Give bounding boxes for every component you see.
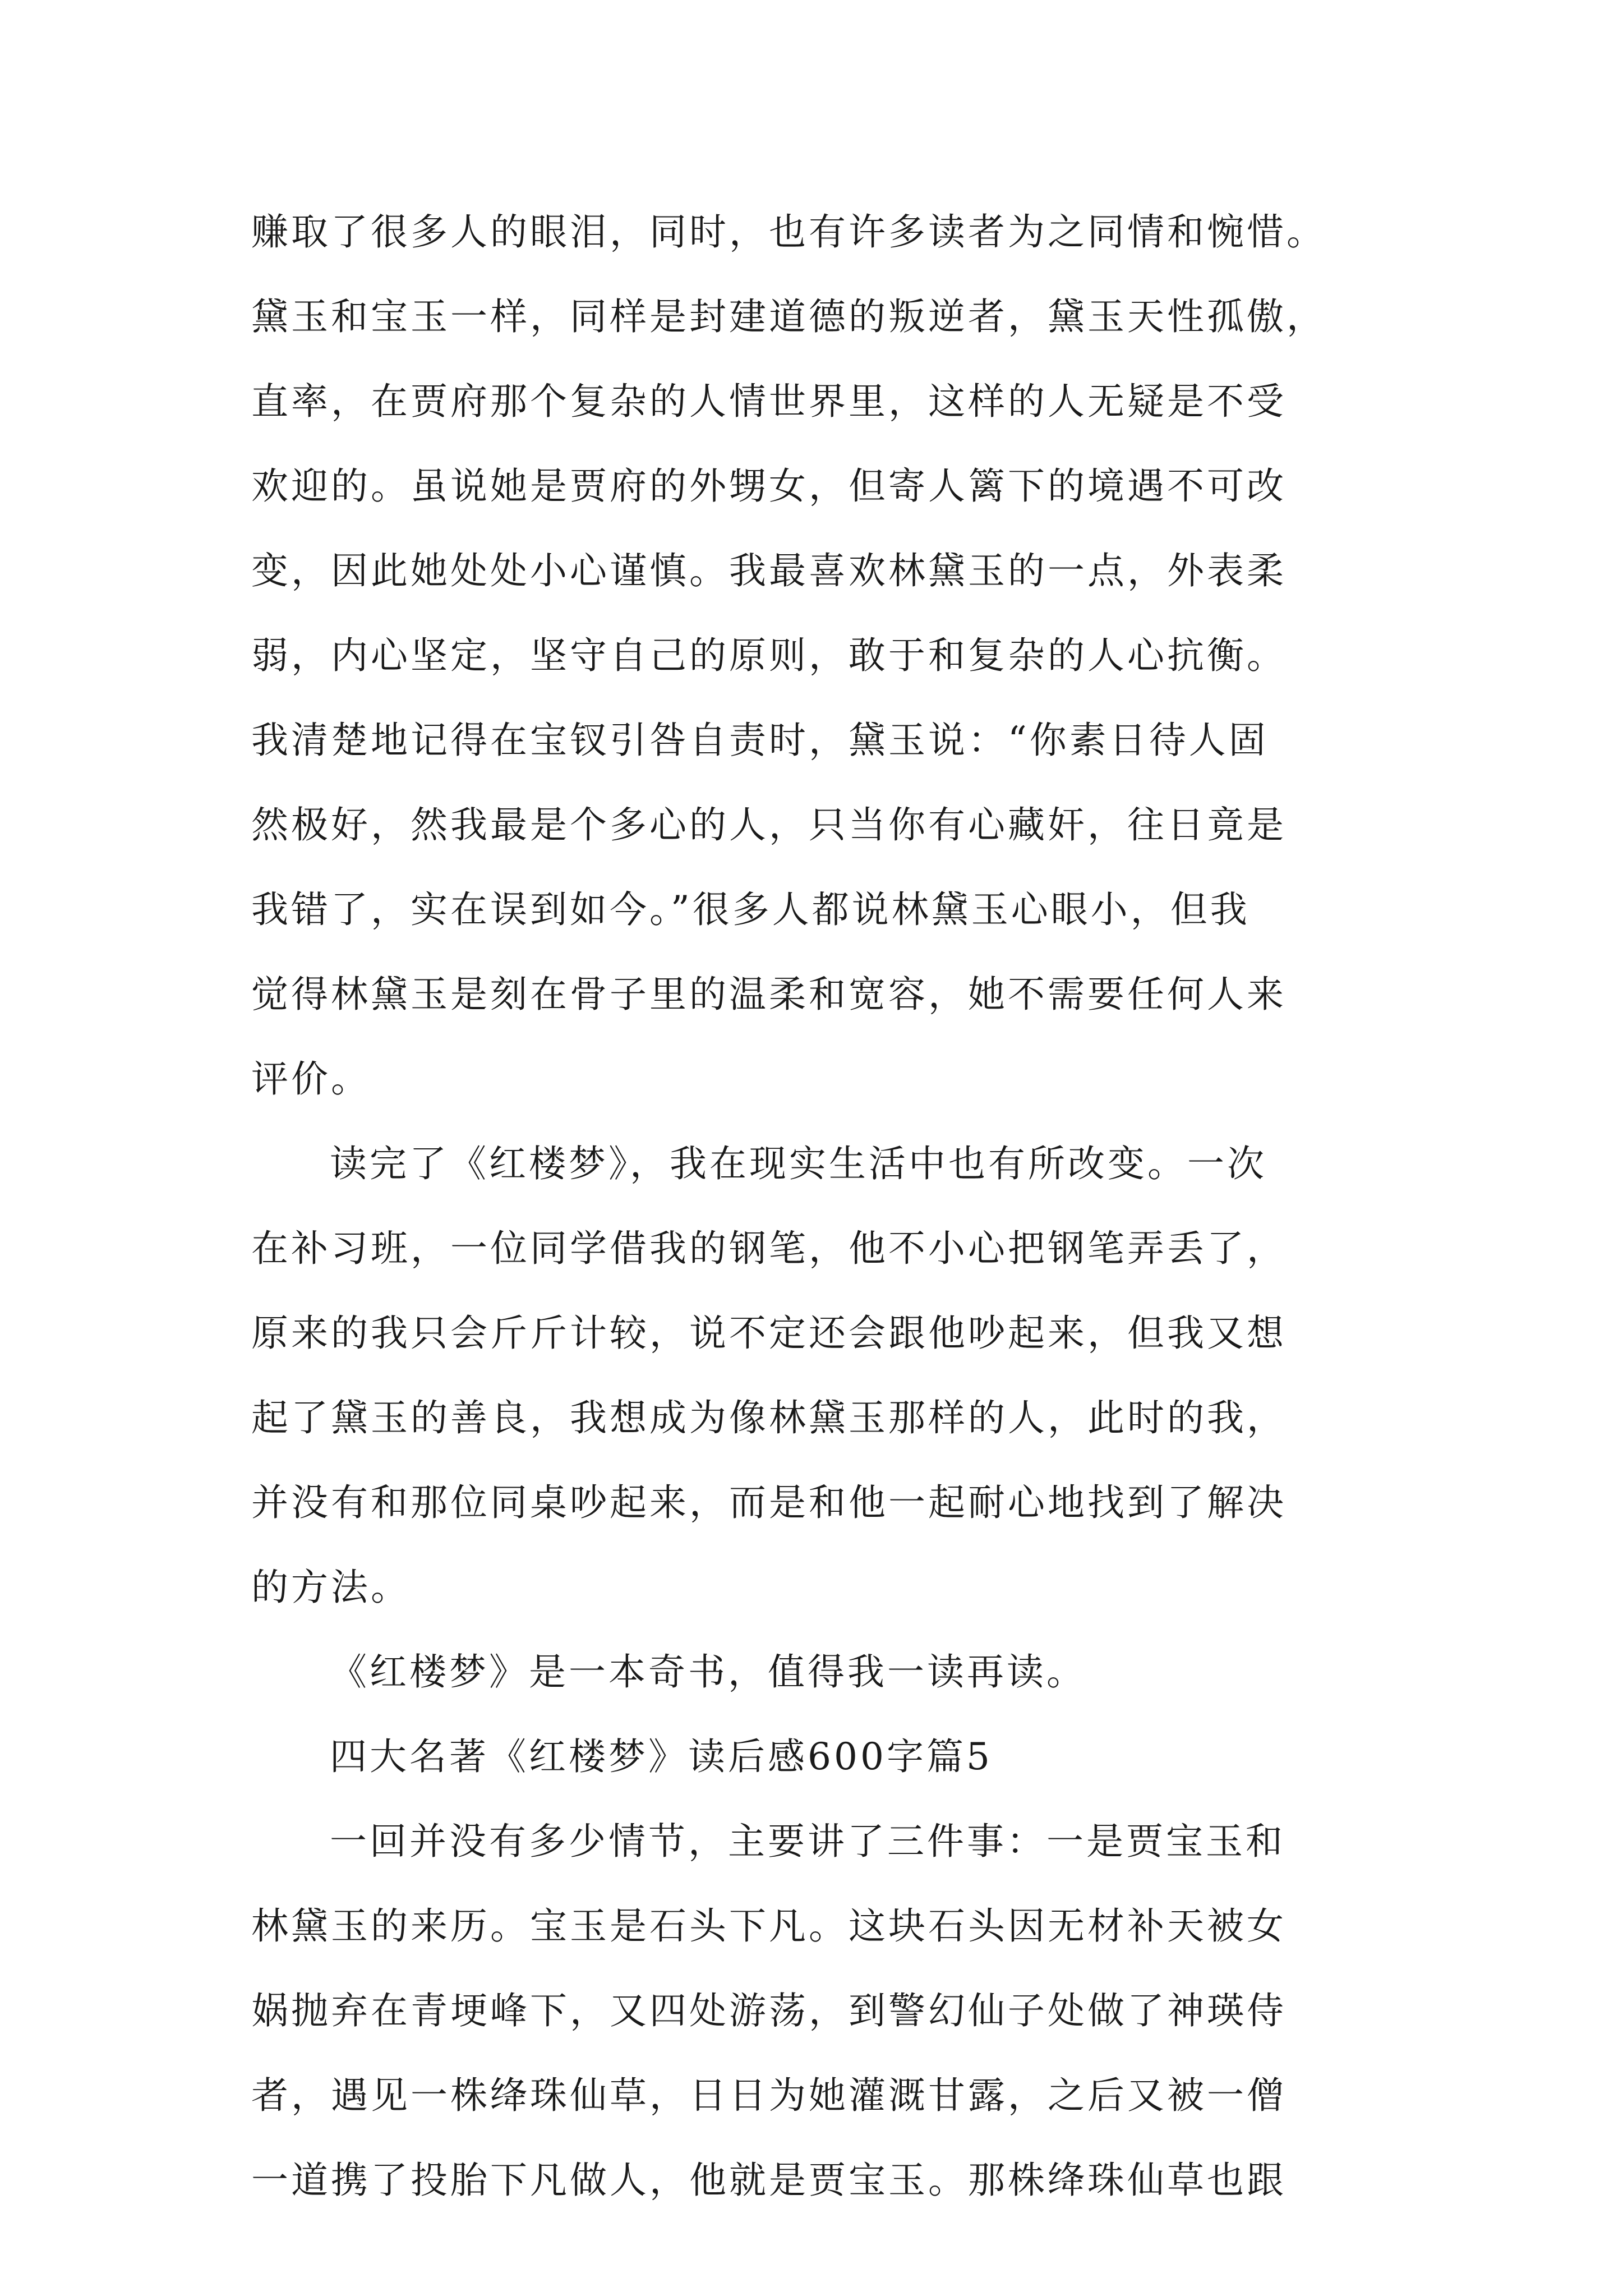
text-line: 的方法。 [251, 1566, 411, 1609]
text-line: 变，因此她处处小心谨慎。我最喜欢林黛玉的一点，外表柔 [251, 549, 1287, 592]
text-line: 林黛玉的来历。宝玉是石头下凡。这块石头因无材补天被女 [251, 1904, 1287, 1948]
section-heading: 四大名著《红楼梦》读后感600字篇5 [330, 1735, 993, 1778]
body-text [251, 190, 1390, 2223]
paragraph-first-line: 《红楼梦》是一本奇书，值得我一读再读。 [330, 1650, 1086, 1694]
text-line: 我清楚地记得在宝钗引咎自责时，黛玉说：“你素日待人固 [251, 719, 1269, 762]
text-line: 原来的我只会斤斤计较，说不定还会跟他吵起来，但我又想 [251, 1312, 1287, 1355]
paragraph-first-line: 读完了《红楼梦》，我在现实生活中也有所改变。一次 [330, 1142, 1267, 1185]
text-line: 觉得林黛玉是刻在骨子里的温柔和宽容，她不需要任何人来 [251, 973, 1287, 1016]
text-line: 娲抛弃在青埂峰下，又四处游荡，到警幻仙子处做了神瑛侍 [251, 1989, 1287, 2032]
text-line: 在补习班，一位同学借我的钢笔，他不小心把钢笔弄丢了， [251, 1227, 1287, 1270]
text-line: 者，遇见一株绛珠仙草，日日为她灌溉甘露，之后又被一僧 [251, 2074, 1287, 2117]
text-line: 黛玉和宝玉一样，同样是封建道德的叛逆者，黛玉天性孤傲， [251, 295, 1326, 338]
text-line: 并没有和那位同桌吵起来，而是和他一起耐心地找到了解决 [251, 1481, 1287, 1524]
text-line: 起了黛玉的善良，我想成为像林黛玉那样的人，此时的我， [251, 1396, 1287, 1439]
text-line: 弱，内心坚定，坚守自己的原则，敢于和复杂的人心抗衡。 [251, 634, 1287, 677]
text-line: 评价。 [251, 1057, 371, 1101]
paragraph-first-line: 一回并没有多少情节，主要讲了三件事：一是贾宝玉和 [330, 1820, 1285, 1863]
text-line: 一道携了投胎下凡做人，他就是贾宝玉。那株绛珠仙草也跟 [251, 2159, 1287, 2202]
text-line: 直率，在贾府那个复杂的人情世界里，这样的人无疑是不受 [251, 380, 1287, 423]
text-line: 然极好，然我最是个多心的人，只当你有心藏奸，往日竟是 [251, 803, 1287, 846]
text-line: 我错了，实在误到如今。”很多人都说林黛玉心眼小，但我 [251, 888, 1250, 931]
text-line: 赚取了很多人的眼泪，同时，也有许多读者为之同情和惋惜。 [251, 210, 1326, 254]
text-line: 欢迎的。虽说她是贾府的外甥女，但寄人篱下的境遇不可改 [251, 464, 1287, 508]
